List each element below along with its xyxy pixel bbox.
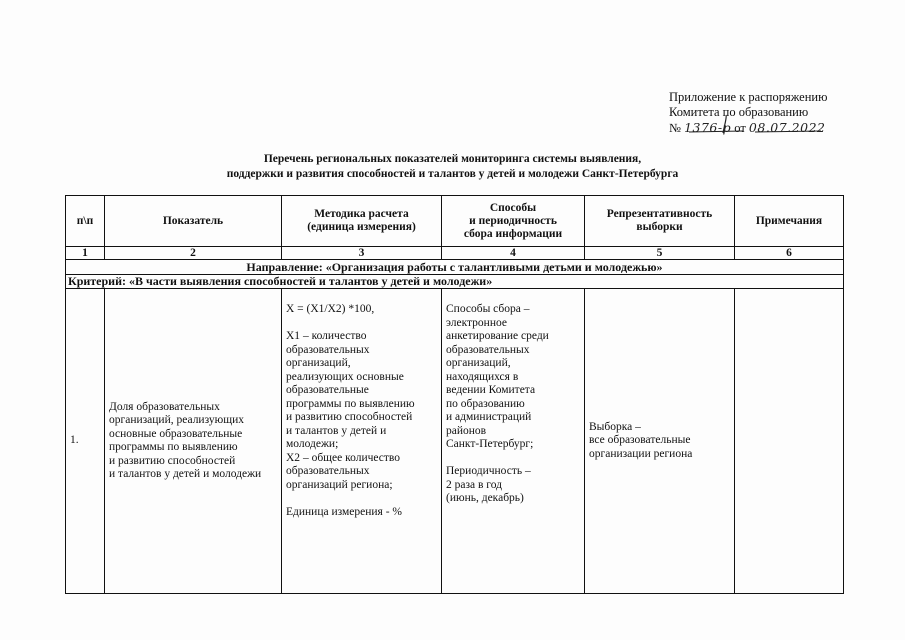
column-numbers-row [66, 247, 844, 260]
header-row [66, 196, 844, 247]
header-method: Методика расчета (единица измерения) [282, 196, 442, 247]
x2-description: – общее количество образовательных организаций региона; [286, 451, 401, 491]
table-row [66, 289, 844, 594]
indicator-cell: Доля образовательных организаций, реализующих основные образовательные программы по выявлению и развитию способностей и талантов у детей и молодежи [105, 289, 282, 594]
header-collection: Способы и периодичность сбора информации [442, 196, 585, 247]
column-number: 4 [442, 247, 585, 260]
x1-symbol: X1 [286, 330, 301, 342]
number-label: № [669, 121, 681, 135]
column-number: 3 [282, 247, 442, 260]
appendix-line2: Комитета по образованию [669, 105, 809, 119]
direction-row [66, 260, 844, 275]
collection-methods: Способы сбора – электронное анкетирование среди образовательных организаций, находящихся в ведении Комитета по образованию и администраций районов Санкт-Петербург; [446, 303, 549, 450]
formula: X = (X1/X2) *100, [286, 303, 375, 315]
collection-cell [442, 289, 585, 594]
title-line2: поддержки и развития способностей и талантов у детей и молодежи Санкт-Петербурга [226, 168, 679, 180]
method-cell [282, 289, 442, 594]
date-label: от [734, 121, 746, 135]
criterion-row [66, 275, 844, 289]
unit-of-measure: Единица измерения - % [286, 505, 402, 518]
title-line1: Перечень региональных показателей мониторинга системы выявления, [263, 153, 642, 165]
header-num: п\п [66, 196, 105, 247]
header-notes: Примечания [735, 196, 844, 247]
indicators-table [65, 195, 844, 594]
column-number: 5 [585, 247, 735, 260]
order-number: 1376-р [684, 120, 732, 135]
criterion-label: Критерий: «В части выявления способностей и талантов у детей и молодежи» [66, 275, 844, 289]
x1-definition [286, 330, 437, 452]
row-number: 1. [66, 289, 105, 594]
notes-cell [735, 289, 844, 594]
document-title [0, 152, 905, 182]
column-number: 6 [735, 247, 844, 260]
column-number: 1 [66, 247, 105, 260]
header-indicator: Показатель [105, 196, 282, 247]
collection-periodicity: Периодичность – 2 раза в год (июнь, декабрь) [446, 465, 531, 504]
x1-description: – количество образовательных организаций, реализующих основные образовательные программы по выявлению и развитию способностей и талантов у детей и молодежи; [286, 330, 415, 450]
x2-definition [286, 452, 437, 493]
header-sample: Репрезентативность выборки [585, 196, 735, 247]
column-number: 2 [105, 247, 282, 260]
x2-symbol: X2 [286, 451, 301, 464]
sample-cell: Выборка – все образовательные организации региона [585, 289, 735, 594]
appendix-line1: Приложение к распоряжению [669, 90, 828, 104]
direction-label: Направление: «Организация работы с талантливыми детьми и молодежью» [66, 260, 844, 275]
order-date: 08.07.2022 [748, 120, 826, 135]
handwritten-underline [683, 113, 823, 135]
